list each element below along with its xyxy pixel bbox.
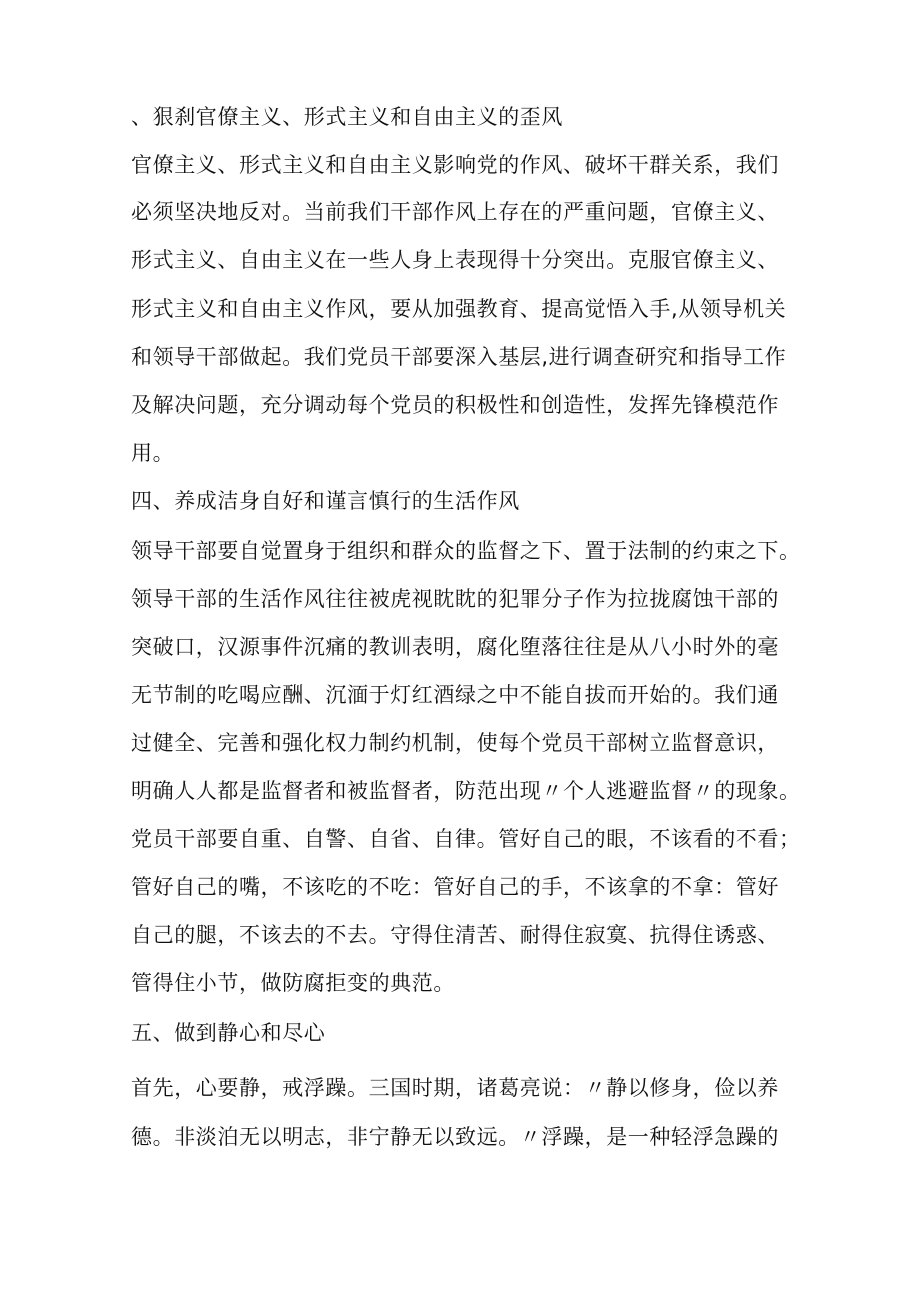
paragraph-line: 必须坚决地反对。当前我们干部作风上存在的严重问题，官僚主义、 — [131, 200, 779, 224]
section-heading: 四、养成洁身自好和谨言慎行的生活作风 — [131, 489, 520, 513]
paragraph-line: 官僚主义、形式主义和自由主义影响党的作风、破坏干群关系，我们 — [131, 153, 779, 177]
paragraph-line: 和领导干部做起。我们党员干部要深入基层,进行调查研究和指导工作 — [131, 345, 787, 369]
paragraph-line: 明确人人都是监督者和被监督者，防范出现〃个人逃避监督〃的现象。 — [131, 779, 801, 803]
paragraph-line: 无节制的吃喝应酬、沉湎于灯红酒绿之中不能自拔而开始的。我们通 — [131, 683, 779, 707]
paragraph-line: 管得住小节，做防腐拒变的典范。 — [131, 971, 455, 995]
paragraph-line: 突破口，汉源事件沉痛的教训表明，腐化堕落往往是从八小时外的毫 — [131, 635, 779, 659]
paragraph-line: 过健全、完善和强化权力制约机制，使每个党员干部树立监督意识， — [131, 731, 779, 755]
paragraph-line: 形式主义、自由主义在一些人身上表现得十分突出。克服官僚主义、 — [131, 248, 779, 272]
paragraph-line: 形式主义和自由主义作风，要从加强教育、提高觉悟入手,从领导机关 — [131, 297, 787, 321]
paragraph-line: 及解决问题，充分调动每个党员的积极性和创造性，发挥先锋模范作 — [131, 393, 779, 417]
paragraph-line: 自己的腿，不该去的不去。守得住清苦、耐得住寂寞、抗得住诱惑、 — [131, 923, 779, 947]
paragraph-line: 用。 — [131, 441, 175, 465]
paragraph-line: 领导干部的生活作风往往被虎视眈眈的犯罪分子作为拉拢腐蚀干部的 — [131, 587, 779, 611]
paragraph-line: 德。非淡泊无以明志，非宁静无以致远。〃浮躁，是一种轻浮急躁的 — [131, 1125, 779, 1149]
section-heading: 五、做到静心和尽心 — [131, 1021, 326, 1045]
heading-3-fragment: 、狠刹官僚主义、形式主义和自由主义的歪风 — [131, 105, 563, 129]
paragraph-line: 党员干部要自重、自警、自省、自律。管好自己的眼，不该看的不看； — [131, 827, 801, 851]
paragraph-line: 领导干部要自觉置身于组织和群众的监督之下、置于法制的约束之下。 — [131, 539, 801, 563]
paragraph-line: 管好自己的嘴，不该吃的不吃：管好自己的手，不该拿的不拿：管好 — [131, 875, 779, 899]
paragraph-line: 首先，心要静，戒浮躁。三国时期，诸葛亮说：〃静以修身，俭以养 — [131, 1076, 779, 1100]
